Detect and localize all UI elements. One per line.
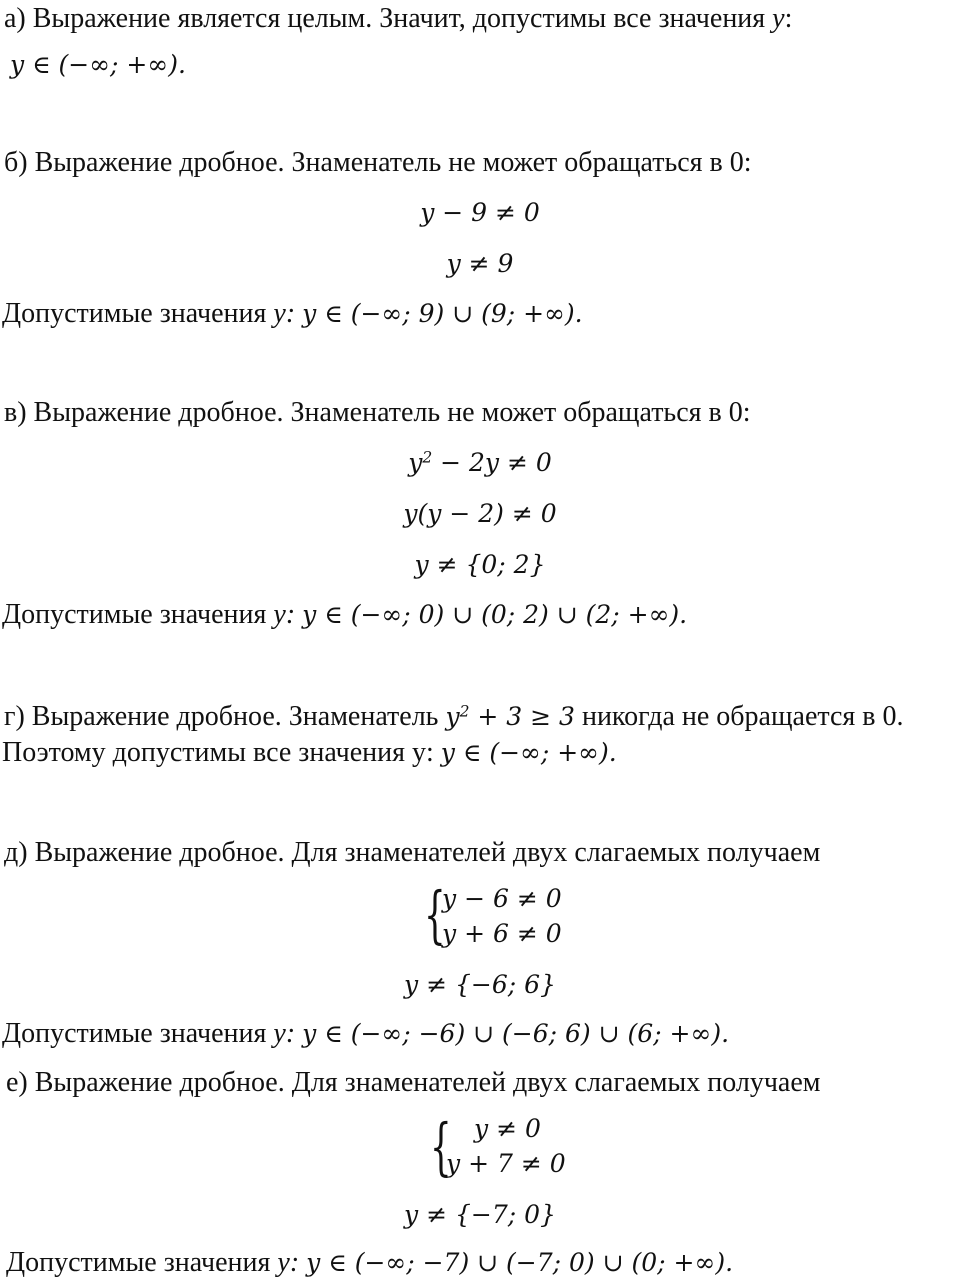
part-b-text: б) Выражение дробное. Знаменатель не может обращаться в 0: [4,147,752,178]
eq-base: y [408,448,423,477]
part-a-text [4,2,792,36]
part-c-text: в) Выражение дробное. Знаменатель не может обращаться в 0: [4,397,751,428]
brace-icon: { [424,878,446,951]
answer-label: Допустимые значения [2,298,274,329]
part-b-equation-2: y ≠ 9 [446,249,514,278]
part-c-answer [2,598,687,632]
part-a-result: y ∈ (−∞; +∞). [10,50,186,79]
part-e-equation: y ≠ {−6; 6} [404,970,556,999]
part-f-equation: y ≠ {−7; 0} [404,1200,556,1229]
brace-icon: { [430,1110,452,1183]
expr-exponent: 2 [459,702,470,721]
answer-label: Допустимые значения [2,599,274,630]
system-row-1: y ≠ 0 [474,1114,541,1143]
part-f-answer [6,1246,733,1280]
part-c-equation-1 [0,446,960,480]
answer-label: Допустимые значения [2,1018,274,1049]
part-b-equation-1: y − 9 ≠ 0 [420,198,540,227]
part-c-equation-2: y(y − 2) ≠ 0 [403,499,557,528]
part-d-conclusion-text: Поэтому допустимы все значения y: [2,737,441,768]
answer-variable: y: [273,298,303,329]
system-row-2: y + 6 ≠ 0 [442,919,562,948]
part-d-text [4,700,903,734]
part-d-sentence: г) Выражение дробное. Знаменатель [4,701,446,732]
system-row-1: y − 6 ≠ 0 [442,884,562,913]
expr-base: y [445,702,460,731]
answer-variable: y: [277,1247,307,1278]
answer-interval: y ∈ (−∞; 9) ∪ (9; +∞). [302,299,583,328]
part-a-sentence: а) Выражение является целым. Значит, допустимы все значения [4,3,773,34]
part-e-system [0,880,960,954]
part-b-answer [2,297,583,331]
part-a-colon: : [784,3,793,34]
part-e-answer [2,1017,729,1051]
answer-interval: y ∈ (−∞; 0) ∪ (0; 2) ∪ (2; +∞). [302,600,688,629]
system-row-2: y + 7 ≠ 0 [446,1149,566,1178]
expr-rest: + 3 ≥ 3 [469,702,575,731]
answer-variable: y: [273,1018,303,1049]
part-d-conclusion [2,736,617,770]
answer-label: Допустимые значения [6,1247,278,1278]
part-d-expression [445,702,575,731]
part-f-text: е) Выражение дробное. Для знаменателей двух слагаемых получаем [6,1067,821,1098]
part-e-text: д) Выражение дробное. Для знаменателей двух слагаемых получаем [4,837,821,868]
answer-interval: y ∈ (−∞; −7) ∪ (−7; 0) ∪ (0; +∞). [306,1248,734,1277]
eq-exponent: 2 [422,448,433,467]
eq-rest: − 2y ≠ 0 [432,448,552,477]
part-d-sentence-end: никогда не обращается в 0. [574,701,904,732]
answer-variable: y: [273,599,303,630]
part-f-system [0,1110,960,1184]
part-a-variable: y [772,3,785,34]
part-c-equation-3: y ≠ {0; 2} [414,550,546,579]
answer-interval: y ∈ (−∞; +∞). [440,738,617,767]
answer-interval: y ∈ (−∞; −6) ∪ (−6; 6) ∪ (6; +∞). [302,1019,730,1048]
